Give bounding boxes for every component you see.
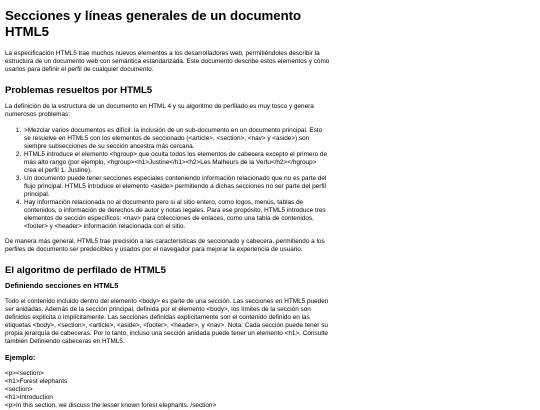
code-line: <p>In this section, we discuss the lesser known forest elephants. /section>	[5, 401, 217, 409]
code-line: <section>	[5, 385, 33, 393]
page-title: Secciones y líneas generales de un documento HTML5	[5, 8, 302, 40]
section-heading-algorithm: El algoritmo de perfilado de HTML5	[5, 264, 166, 276]
problems-list	[5, 127, 330, 231]
problems-intro-paragraph: La definición de la estructura de un documento en HTML 4 y su algoritmo de perfilado es muy tosco y genera numerosos problemas:	[5, 102, 314, 118]
list-item: 3. Un documento puede tener secciones especiales conteniendo información relacionado que no es parte del flujo principal. HTML5 introduce el elemento <aside> permitiendo a dichas secciones no ser parte del perfil principal.	[23, 175, 330, 199]
code-example	[5, 370, 532, 410]
list-item: 2. HTML5 introduce el elemento <hgroup> que oculta todos los elementos de cabecera excepto el primero de más alto rango (por ejemplo, <hgroup><h1>Justine</h1><h2>Les Malheurs de la Vertu</h2></hgroup> crea el perfil 1. Justine).	[23, 151, 330, 175]
intro-paragraph: La especificación HTML5 trae muchos nuevos elementos a los desarrolladores web, permitiéndoles describir la estructura de un documento web con semántica estandarizada. Este documento describe estos elementos y cómo usarlos para definir el perfil de cualquier documento.	[5, 50, 330, 74]
list-item: 4. Hay información relacionada no al documento pero si al sitio entero, como logos, menús, tablas de contenidos, o información de derechos de autor y notas legales. Para ese propósito, HTML5 introduce tres elementos de sección específicos: <nav> para colecciones de enlaces, como una tabla de contenidos, <footer> y <header> información relacionada con el sitio.	[23, 199, 330, 231]
code-line: <p><section>	[5, 369, 44, 377]
example-heading: Ejemplo:	[5, 353, 36, 363]
problems-closing-paragraph: De manera más general, HTML5 trae precisión a las características de seccionado y cabecera, permitiendo a los perfiles de documento ser predecibles y usados por el navegador para mejorar la experiencia de usuario.	[5, 237, 325, 253]
code-line: <h1>Introduction	[5, 393, 53, 401]
list-item: 1. >Mezclar varios documentos es difícil: la inclusión de un sub-documento en un documento principal. Esto se resuelve en HTML5 con los elementos de seccionado (<article>, <section>, <nav> y <aside>) son siempre subsecciones de su sección ancestra más cercana.	[23, 127, 330, 151]
subsection-heading-defining: Definiendo secciones en HTML5	[5, 281, 119, 291]
defining-sections-paragraph: Todo el contenido incluido dentro del elemento <body> es parte de una sección. Las secciones en HTML5 pueden ser anidadas. Además de la sección principal, definida por el elemento <body>, los límites de la sección son definidos explícita o implícitamente. Las secciones definidas explícitamente son el contenido definido en las etiquetas <body>, <section>, <article>, <aside>, <footer>, <header>, y <nav>. Nota: Cada sección puede tener su propia jerarquía de cabeceras. Por lo tanto, incluso una sección anidada puede tener un elemento <h1>. Consulte también Definiendo cabeceras en HTML5.	[5, 298, 329, 346]
code-line: <h1>Forest elephants	[5, 377, 68, 385]
section-heading-problems: Problemas resueltos por HTML5	[5, 85, 153, 97]
